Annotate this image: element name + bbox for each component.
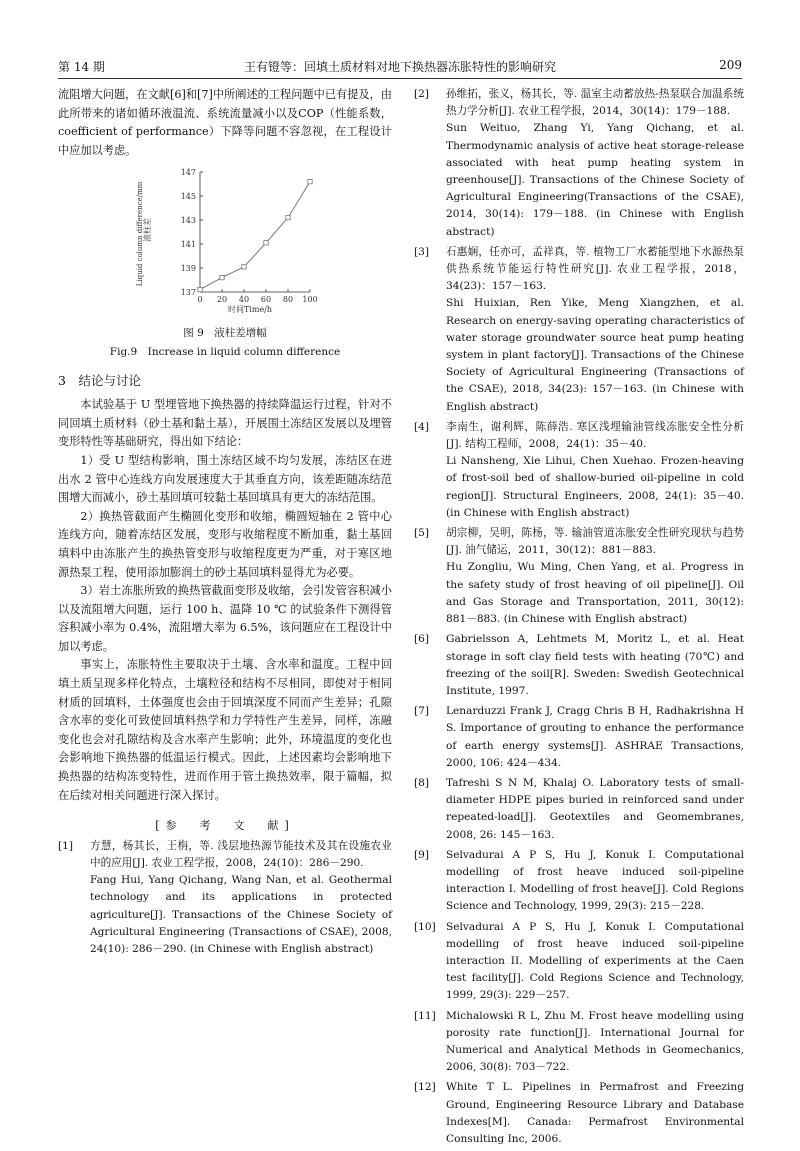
chart-ylabel-cn: 液柱差 (143, 218, 152, 243)
y-tick-label: 147 (180, 168, 196, 178)
reference-en: White T L. Pipelines in Permafrost and Freezing Ground, Engineering Resource Library and Database Indexes[M]. Canada: Permafrost Environmental Consulting Inc, 2006. (446, 1081, 744, 1145)
y-tick-label: 139 (180, 264, 196, 274)
x-tick-label: 40 (238, 295, 250, 305)
reference-en: Michalowski R L, Zhu M. Frost heave modelling using porosity rate function[J]. International Journal for Numerical and Analytical Methods in Geomechanics, 2006, 30(8): 703－722. (446, 1009, 744, 1074)
reference-item (414, 419, 744, 522)
data-point (220, 276, 224, 280)
data-point (286, 216, 290, 220)
reference-cn: 方慧，杨其长，王栴，等. 浅层地热源节能技术及其在设施农业中的应用[J]. 农业工程学报，2008，24(10)：286－290. (90, 839, 392, 870)
reference-en: Shi Huixian, Ren Yike, Meng Xiangzhen, et al. Research on energy-saving operating characteristics of water storage groundwater source heat pump heating system in plant factory[J]. Transactions of the Chinese Society of Agricultural Engineering (Transactions of the CSAE), 2018, 34(23): 157－163. (in Chinese with English abstract) (446, 297, 744, 413)
reference-number: [2] (414, 88, 430, 100)
reference-item (414, 775, 744, 844)
body-paragraph: 2）换热管截面产生椭圆化变形和收缩，椭圆短轴在 2 管中心连线方向，随着冻结区发展，变形与收缩程度不断加重，黏土基回填料中由冻胀产生的换热管变形与收缩程度更为严重，对于寒区地源热泵工程，使用添加膨润土的砂土基回填料显得尤为必要。 (58, 509, 392, 579)
reference-cn: 李南生，谢利辉，陈薛浩. 寒区浅埋输油管线冻胀安全性分析[J]. 结构工程师，2008，24(1)：35－40. (446, 420, 744, 451)
liquid-column-chart (128, 164, 328, 316)
reference-en: Selvadurai A P S, Hu J, Konuk I. Computational modelling of frost heave induced soil-pipeline interaction I. Modelling of frost heave[J]. Cold Regions Science and Technology, 1999, 29(3): 215－228. (446, 848, 744, 913)
reference-number: [4] (414, 420, 430, 433)
reference-number: [10] (414, 920, 436, 933)
figure-9 (58, 164, 392, 322)
issue-number: 第 14 期 (58, 60, 105, 74)
reference-item (58, 838, 392, 958)
reference-number: [3] (414, 245, 430, 258)
y-tick-label: 141 (180, 240, 196, 250)
chart-xlabel: 时间Time/h (227, 305, 273, 315)
reference-en: Tafreshi S N M, Khalaj O. Laboratory tests of small-diameter HDPE pipes buried in reinforced sand under repeated-load[J]. Geotextiles and Geomembranes, 2008, 26: 145－163. (446, 776, 744, 841)
y-tick-label: 137 (180, 288, 196, 298)
reference-item (414, 244, 744, 416)
reference-en: Gabrielsson A, Lehtmets M, Moritz L, et al. Heat storage in soft clay field tests with heating (70℃) and freezing of the soil[R]. Sweden: Swedish Geotechnical Institute, 1997. (446, 633, 744, 697)
data-point (308, 180, 312, 184)
reference-en: Li Nansheng, Xie Lihui, Chen Xuehao. Frozen-heaving of frost-soil bed of shallow-buried oil-pipeline in cold region[J]. Structural Engineers, 2008, 24(1): 35－40. (in Chinese with English abstract) (446, 455, 744, 519)
x-tick-label: 20 (216, 295, 228, 305)
reference-en: Hu Zongliu, Wu Ming, Chen Yang, et al. Progress in the safety study of frost heaving of oil pipeline[J]. Oil and Gas Storage and Transportation, 2011, 30(12): 881－883. (in Chinese with English abstract) (446, 561, 744, 626)
data-point (242, 265, 246, 269)
intro-paragraph: 流阻增大问题，在文献[6]和[7]中所阐述的工程问题中已有提及，由此所带来的诸如循环液温流、系统流量减小以及COP（性能系数，coefficient of performance）下降等问题不容忽视，在工程设计中应加以考虑。 (58, 88, 392, 157)
body-paragraph: 3）岩土冻胀所致的换热管截面变形及收缩，会引发管容积减小以及流阻增大问题，运行 100 h、温降 10 ℃ 的试验条件下测得管容积减小率为 0.4%，流阻增大率为 6.5%，该问题应在工程设计中加以考虑。 (58, 584, 392, 653)
reference-item (414, 525, 744, 628)
body-paragraph: 本试验基于 U 型埋管地下换热器的持续降温运行过程，针对不同回填土质材料（砂土基和黏土基），开展围土冻结区发展以及埋管变形特性等基础研究，得出如下结论： (58, 398, 392, 449)
reference-number: [1] (58, 839, 74, 852)
reference-number: [5] (414, 527, 430, 540)
series-line (200, 182, 310, 290)
y-tick-label: 143 (180, 216, 196, 226)
x-tick-label: 60 (260, 295, 272, 305)
y-tick-label: 145 (180, 192, 196, 202)
reference-number: [8] (414, 776, 430, 789)
reference-number: [9] (414, 848, 430, 861)
reference-en: Lenarduzzi Frank J, Cragg Chris B H, Radhakrishna H S. Importance of grouting to enhance the performance of earth energy systems[J]. ASHRAE Transactions, 2000, 106: 424－434. (446, 705, 744, 769)
section-title: 3 结论与讨论 (58, 372, 141, 388)
reference-en: Selvadurai A P S, Hu J, Konuk I. Computational modelling of frost heave induced soil-pipeline interaction II. Modelling of experiments at the Caen test facility[J]. Cold Regions Science and Technology, 1999, 29(3): 229－257. (446, 920, 744, 1002)
reference-cn: 石惠娴，任亦可，孟祥真，等. 植物工厂水蓄能型地下水源热泵供热系统节能运行特性研究[J]. 农业工程学报，2018，34(23)：157－163. (446, 245, 744, 293)
data-point (198, 288, 202, 292)
chart-ylabel-en: Liquid column difference/mm (136, 182, 144, 287)
reference-item (414, 631, 744, 700)
reference-cn: 胡宗柳，吴明，陈杨，等. 输油管道冻胀安全性研究现状与趋势[J]. 油气储运，2011，30(12)：881－883. (446, 527, 744, 557)
references-heading: [参 考 文 献] (155, 819, 295, 833)
reference-item (414, 1008, 744, 1077)
figure-caption-cn: 图 9 液柱差增幅 (183, 327, 267, 340)
x-tick-label: 80 (282, 295, 294, 305)
reference-number: [12] (414, 1081, 436, 1094)
reference-number: [11] (414, 1009, 436, 1022)
reference-cn: 孙维拓，张义，杨其长，等. 温室主动蓄放热-热泵联合加温系统热力学分析[J]. 农业工程学报，2014，30(14)：179－188. (446, 88, 744, 118)
data-point (264, 241, 268, 245)
running-title: 王有镫等：回填土质材料对地下换热器冻胀特性的影响研究 (243, 60, 556, 74)
x-tick-label: 100 (302, 295, 318, 305)
body-paragraph: 1）受 U 型结构影响，围土冻结区域不均匀发展，冻结区在进出水 2 管中心连线方向发展速度大于其垂直方向，该差距随冻结范围增大而减小，砂土基回填可较黏土基回填具有更大的冻结范围。 (58, 453, 392, 505)
reference-item (414, 86, 744, 241)
reference-number: [6] (414, 633, 430, 646)
running-header (58, 56, 742, 79)
reference-en: Fang Hui, Yang Qichang, Wang Nan, et al. Geothermal technology and its applications in protected agriculture[J]. Transactions of the Chinese Society of Agricultural Engineering (Transactions of CSAE), 2008, 24(10): 286－290. (in Chinese with English abstract) (90, 874, 392, 956)
body-paragraph: 事实上，冻胀特性主要取决于土壤、含水率和温度。工程中回填土质呈现多样化特点，土壤粒径和结构不尽相同，即使对于相同材质的回填料，土体强度也会由于回填深度不同而产生差异；孔隙含水率的变化可致使回填料热学和力学特性产生差异，同样，冻融变化也会对孔隙结构及含水率产生影响；此外，环境温度的变化也会影响地下换热器的低温运行模式。因此，上述因素均会影响地下换热器的结构冻变特性，进而作用于管土换热效率，限于篇幅，拟在后续对相关问题进行深入探讨。 (58, 658, 392, 802)
figure-caption-en: Fig.9 Increase in liquid column difference (109, 345, 341, 358)
reference-number: [7] (414, 705, 430, 718)
page-number: 209 (719, 58, 742, 72)
reference-item (414, 919, 744, 1005)
reference-item (414, 1079, 744, 1148)
left-column (58, 86, 392, 961)
reference-en: Sun Weituo, Zhang Yi, Yang Qichang, et al. Thermodynamic analysis of active heat storage-release associated with heat pump heating system in greenhouse[J]. Transactions of the Chinese Society of Agricultural Engineering(Transactions of the CSAE), 2014, 30(14): 179－188. (in Chinese with English abstract) (446, 122, 744, 238)
reference-item (414, 703, 744, 772)
x-tick-label: 0 (197, 295, 203, 305)
reference-item (414, 847, 744, 916)
right-column (414, 86, 744, 1151)
